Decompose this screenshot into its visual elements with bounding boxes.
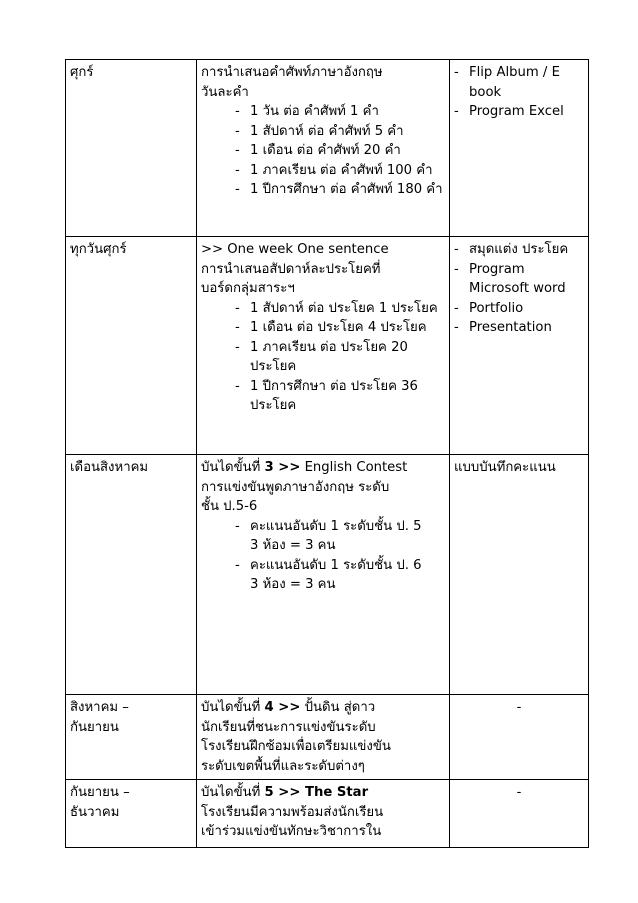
activity-line: การแข่งขันพูดภาษาอังกฤษ ระดับ xyxy=(201,479,390,495)
step-prefix: บันไดขั้นที่ xyxy=(201,700,265,715)
activity-line: >> One week One sentence xyxy=(201,242,389,257)
activity-line: ระดับเขตพื้นที่และระดับต่างๆ xyxy=(201,758,365,774)
step-number: 4 >> xyxy=(264,700,301,715)
list-item: - 1 ปีการศึกษา ต่อ คำศัพท์ 180 คำ xyxy=(235,180,445,200)
list-item: - Presentation xyxy=(454,318,584,338)
evidence-list xyxy=(454,240,584,338)
when-line: สิงหาคม – xyxy=(70,700,129,715)
step-heading xyxy=(201,783,445,803)
when-text: ศุกร์ xyxy=(70,65,94,80)
activity-line: เข้าร่วมแข่งขันทักษะวิชาการใน xyxy=(201,824,382,839)
activity-cell xyxy=(197,237,450,455)
evidence-list xyxy=(454,63,584,122)
evidence-text: - xyxy=(516,785,522,800)
list-item: - Portfolio xyxy=(454,299,584,319)
table-row xyxy=(66,60,589,237)
list-item-text: คะแนนอันดับ 1 ระดับชั้น ป. 6 xyxy=(250,557,422,573)
list-item: - 1 เดือน ต่อ ประโยค 4 ประโยค xyxy=(235,318,445,338)
activity-line: การนำเสนอคำศัพท์ภาษาอังกฤษ xyxy=(201,65,383,80)
activity-cell xyxy=(197,455,450,695)
activity-line: การนำเสนอสัปดาห์ละประโยคที่ xyxy=(201,261,381,277)
activity-list xyxy=(201,517,445,595)
list-item xyxy=(235,517,445,556)
activity-cell xyxy=(197,780,450,848)
when-cell xyxy=(66,237,197,455)
when-cell xyxy=(66,455,197,695)
evidence-cell xyxy=(450,695,589,780)
activity-line: ชั้น ป.5-6 xyxy=(201,499,258,514)
when-cell xyxy=(66,60,197,237)
activity-line: โรงเรียนฝึกซ้อมเพื่อเตรียมแข่งขัน xyxy=(201,739,391,754)
list-item: - Program Microsoft word xyxy=(454,260,584,299)
when-cell xyxy=(66,695,197,780)
table-row xyxy=(66,695,589,780)
when-text: เดือนสิงหาคม xyxy=(70,460,149,475)
activity-line: โรงเรียนมีความพร้อมส่งนักเรียน xyxy=(201,804,384,820)
evidence-cell xyxy=(450,455,589,695)
when-cell xyxy=(66,780,197,848)
when-line: กันยายน – xyxy=(70,785,130,800)
when-line: กันยายน xyxy=(70,719,119,735)
when-text: ทุกวันศุกร์ xyxy=(70,242,127,257)
evidence-cell xyxy=(450,60,589,237)
activity-table xyxy=(65,59,589,848)
list-item-note: 3 ห้อง = 3 คน xyxy=(250,538,336,553)
activity-list xyxy=(201,102,445,200)
step-title: English Contest xyxy=(300,460,408,475)
list-item: - 1 สัปดาห์ ต่อ คำศัพท์ 5 คำ xyxy=(235,122,445,142)
step-prefix: บันไดขั้นที่ xyxy=(201,460,265,475)
step-prefix: บันไดขั้นที่ xyxy=(201,785,265,800)
table-row xyxy=(66,455,589,695)
list-item-note: 3 ห้อง = 3 คน xyxy=(250,577,336,592)
activity-line: นักเรียนที่ชนะการแข่งขันระดับ xyxy=(201,719,376,735)
activity-line: บอร์ดกลุ่มสาระฯ xyxy=(201,281,295,296)
activity-line: วันละคำ xyxy=(201,84,249,100)
table-row xyxy=(66,237,589,455)
evidence-cell xyxy=(450,780,589,848)
list-item: - Flip Album / E book xyxy=(454,63,584,102)
evidence-text: แบบบันทึกคะแนน xyxy=(454,460,556,475)
list-item-text: คะแนนอันดับ 1 ระดับชั้น ป. 5 xyxy=(250,518,422,534)
list-item: - 1 เดือน ต่อ คำศัพท์ 20 คำ xyxy=(235,141,445,161)
activity-list xyxy=(201,299,445,416)
list-item: - 1 สัปดาห์ ต่อ ประโยค 1 ประโยค xyxy=(235,299,445,319)
list-item: - 1 วัน ต่อ คำศัพท์ 1 คำ xyxy=(235,102,445,122)
list-item: - 1 ภาคเรียน ต่อ ประโยค 20 ประโยค xyxy=(235,338,445,377)
step-heading xyxy=(201,698,445,718)
step-title: ปั้นดิน สู่ดาว xyxy=(300,700,376,715)
step-number: 5 >> The Star xyxy=(264,785,369,800)
table-row xyxy=(66,780,589,848)
activity-cell xyxy=(197,695,450,780)
evidence-text: - xyxy=(516,700,522,715)
list-item: - Program Excel xyxy=(454,102,584,122)
when-line: ธันวาคม xyxy=(70,804,120,820)
list-item: - สมุดแต่ง ประโยค xyxy=(454,240,584,260)
evidence-cell xyxy=(450,237,589,455)
list-item: - 1 ปีการศึกษา ต่อ ประโยค 36 ประโยค xyxy=(235,377,445,416)
step-number: 3 >> xyxy=(264,460,301,475)
step-heading xyxy=(201,458,445,478)
activity-cell xyxy=(197,60,450,237)
list-item: - 1 ภาคเรียน ต่อ คำศัพท์ 100 คำ xyxy=(235,161,445,181)
list-item xyxy=(235,556,445,595)
